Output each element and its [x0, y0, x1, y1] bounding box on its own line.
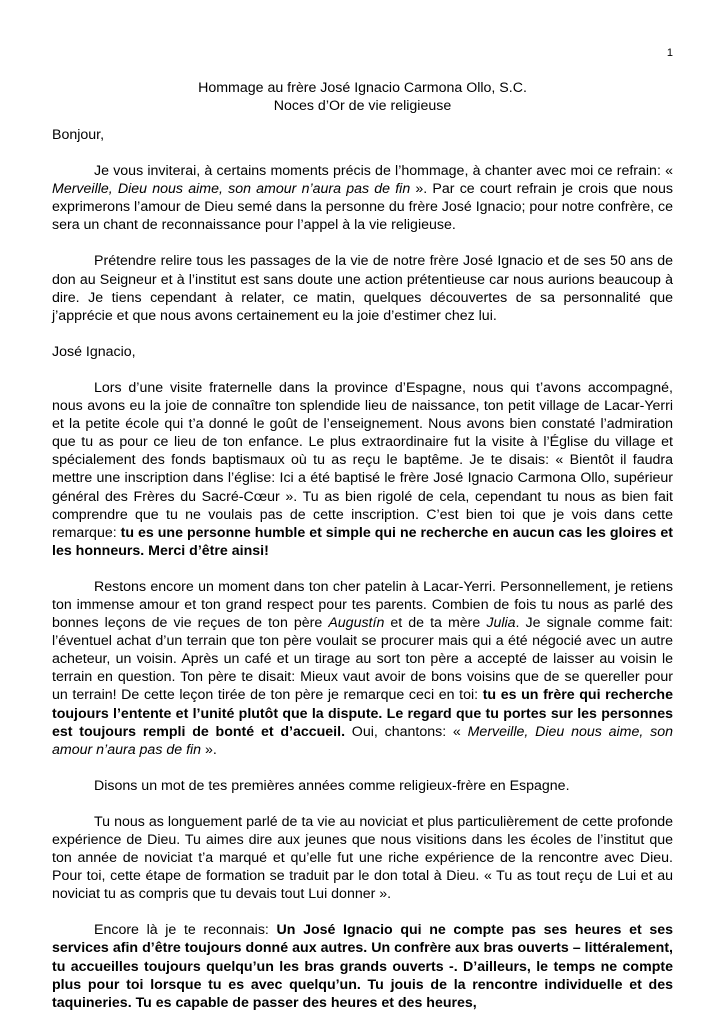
p4-text-d: Oui, chantons: « — [345, 723, 468, 740]
p4-text-c: . Je signale comme fait: l’éventuel achat d’un terrain que ton père voulait se procurer mais qui a été négocié avec un autre acheteur, un voisin. Après un café et un tirage au sort ton père a accepté de laisser au voisin le terrain en question. Ton père te disait: Mieux vaut avoir de bons voisins que de se quereller pour un terrain! De cette leçon tirée de ton père je remarque ceci en toi: — [52, 615, 673, 704]
paragraph-1 — [52, 162, 673, 234]
paragraph-2: Prétendre relire tous les passages de la vie de notre frère José Ignacio et de ses 50 ans de don au Seigneur et à l’institut est sans doute une action prétentieuse car nous aurions beaucoup à dire. Je tiens cependant à relater, ce matin, quelques découvertes de sa personnalité que j’apprécie et que nous avons certainement eu la joie d’estimer chez lui. — [52, 253, 673, 324]
p7-bold: Un José Ignacio qui ne compte pas ses heures et ses services afin d’être toujours donné aux autres. Un confrère aux bras ouverts – littéralement, tu accueilles toujours quelqu’un les bras grands ouverts -. D’ailleurs, le temps ne compte plus pour toi lorsque tu es avec quelqu’un. Tu jouis de la rencontre individuelle et des taquineries. Tu es capable de passer des heures et des heures, — [52, 922, 673, 1011]
title-line-1: Hommage au frère José Ignacio Carmona Ollo, S.C. — [198, 80, 527, 96]
p4-text-b: et de ta mère — [384, 615, 487, 632]
paragraph-3 — [52, 379, 673, 560]
refrain-1: Merveille, Dieu nous aime, son amour n’aura pas de fin — [52, 181, 411, 198]
paragraph-4 — [52, 578, 673, 759]
p1-text-b: ». Par ce court refrain je crois que nous exprimerons l’amour de Dieu semé dans la personne du frère José Ignacio; pour notre confrère, ce sera un chant de reconnaissance pour l’appel à la vie religieuse. — [52, 181, 674, 234]
p1-text-a: Je vous inviterai, à certains moments précis de l’hommage, à chanter avec moi ce refrain: « — [94, 163, 673, 180]
p7-text: Encore là je te reconnais: — [94, 922, 277, 939]
refrain-2: Merveille, Dieu nous aime, son amour n’aura pas de fin — [52, 723, 673, 758]
page-number: 1 — [666, 47, 673, 59]
p4-text-e: ». — [201, 741, 217, 758]
p3-bold: tu es une personne humble et simple qui ne recherche en aucun cas les gloires et les honneurs. Merci d’être ainsi! — [52, 524, 674, 559]
p4-bold: tu es un frère qui recherche toujours l’entente et l’unité plutôt que la dispute. Le regard que tu portes sur les personnes est toujours rempli de bonté et d’accueil. — [52, 687, 673, 740]
father-name: Augustín — [328, 615, 385, 632]
mother-name: Julia — [486, 615, 516, 632]
document-title — [52, 79, 673, 115]
document-body — [52, 126, 673, 1012]
p4-text-a: Restons encore un moment dans ton cher patelin à Lacar-Yerri. Personnellement, je retiens ton immense amour et ton grand respect pour tes parents. Combien de fois tu nous as parlé des bonnes leçons de vie reçues de ton père — [52, 578, 673, 632]
paragraph-7 — [52, 921, 673, 1011]
paragraph-5: Disons un mot de tes premières années comme religieux-frère en Espagne. — [94, 777, 570, 794]
greeting: Bonjour, — [52, 127, 105, 143]
title-line-2: Noces d’Or de vie religieuse — [273, 98, 452, 115]
p3-text: Lors d’une visite fraternelle dans la province d’Espagne, nous qui t’avons accompagné, nous avons eu la joie de connaître ton splendide lieu de naissance, ton petit village de Lacar-Yerri et la petite école qui t’a donné le goût de l’enseignement. Nous avons bien constaté l’admiration que tu as pour ce lieu de ton enfance. Le plus extraordinaire fut la visite à l’Église du village et spécialement des fonds baptismaux où tu as reçu le baptême. Je te disais: « Bientôt il faudra mettre une inscription dans l’église: Ici a été baptisé le frère José Ignacio Carmona Ollo, supérieur général des Frères du Sacré-Cœur ». Tu as bien rigolé de cela, cependant tu nous as bien fait comprendre que tu ne voulais pas de cette inscription. C’est bien toi que je vois dans cette remarque: — [52, 379, 673, 541]
address-line: José Ignacio, — [52, 343, 136, 360]
paragraph-6: Tu nous as longuement parlé de ta vie au noviciat et plus particulièrement de cette profonde expérience de Dieu. Tu aimes dire aux jeunes que nous visitions dans les écoles de l’institut que ton année de noviciat t’a marqué et qu’elle fut une riche expérience de la rencontre avec Dieu. Pour toi, cette étape de formation se traduit par le don total à Dieu. « Tu as tout reçu de Lui et au noviciat tu as compris que tu devais tout Lui donner ». — [52, 813, 673, 903]
